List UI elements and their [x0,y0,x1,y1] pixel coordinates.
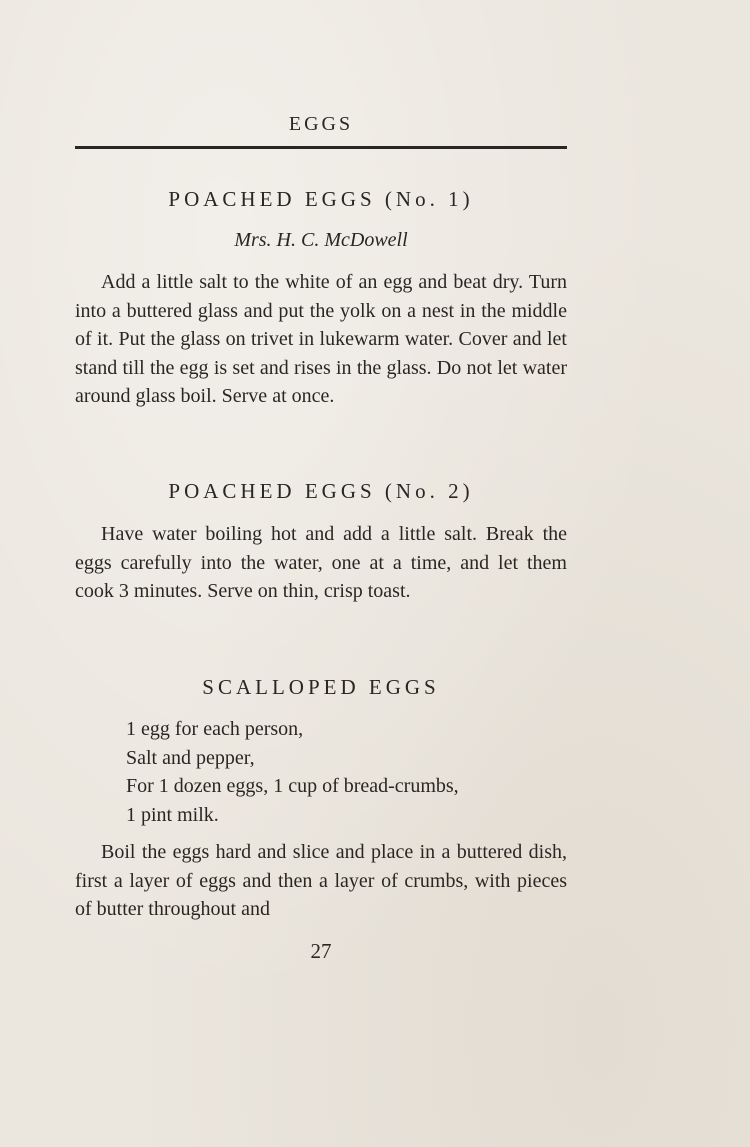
recipe-author: Mrs. H. C. McDowell [234,229,408,251]
header-rule [75,146,567,149]
recipe-body-poached-eggs-1: Add a little salt to the white of an egg and beat dry. Turn into a buttered glass and put the yolk on a nest in the middle of it. Put the glass on trivet in lukewarm water. Cover and let stand till the egg is set and rises in the glass. Do not let water around glass boil. Serve at once. [75,271,567,407]
ingredient-item: 1 egg for each person, [126,718,304,740]
ingredient-item: 1 pint milk. [126,803,219,826]
ingredient-item: Salt and pepper, [126,746,255,769]
recipe-body-poached-eggs-2: Have water boiling hot and add a little salt. Break the eggs carefully into the water, one at a time, and let them cook 3 minutes. Serve on thin, crisp toast. [75,523,567,602]
recipe-title-poached-eggs-1: POACHED EGGS (No. 1) [168,187,474,211]
ingredient-item: For 1 dozen eggs, 1 cup of bread-crumbs, [126,775,459,797]
running-head: EGGS [288,113,354,135]
recipe-body-scalloped-eggs: Boil the eggs hard and slice and place in a buttered dish, first a layer of eggs and then a layer of crumbs, with pieces of butter throughout and [75,841,567,920]
recipe-title-scalloped-eggs: SCALLOPED EGGS [202,675,440,699]
page-number: 27 [310,939,332,963]
ingredient-list [126,715,459,829]
recipe-title-poached-eggs-2: POACHED EGGS (No. 2) [168,479,474,503]
